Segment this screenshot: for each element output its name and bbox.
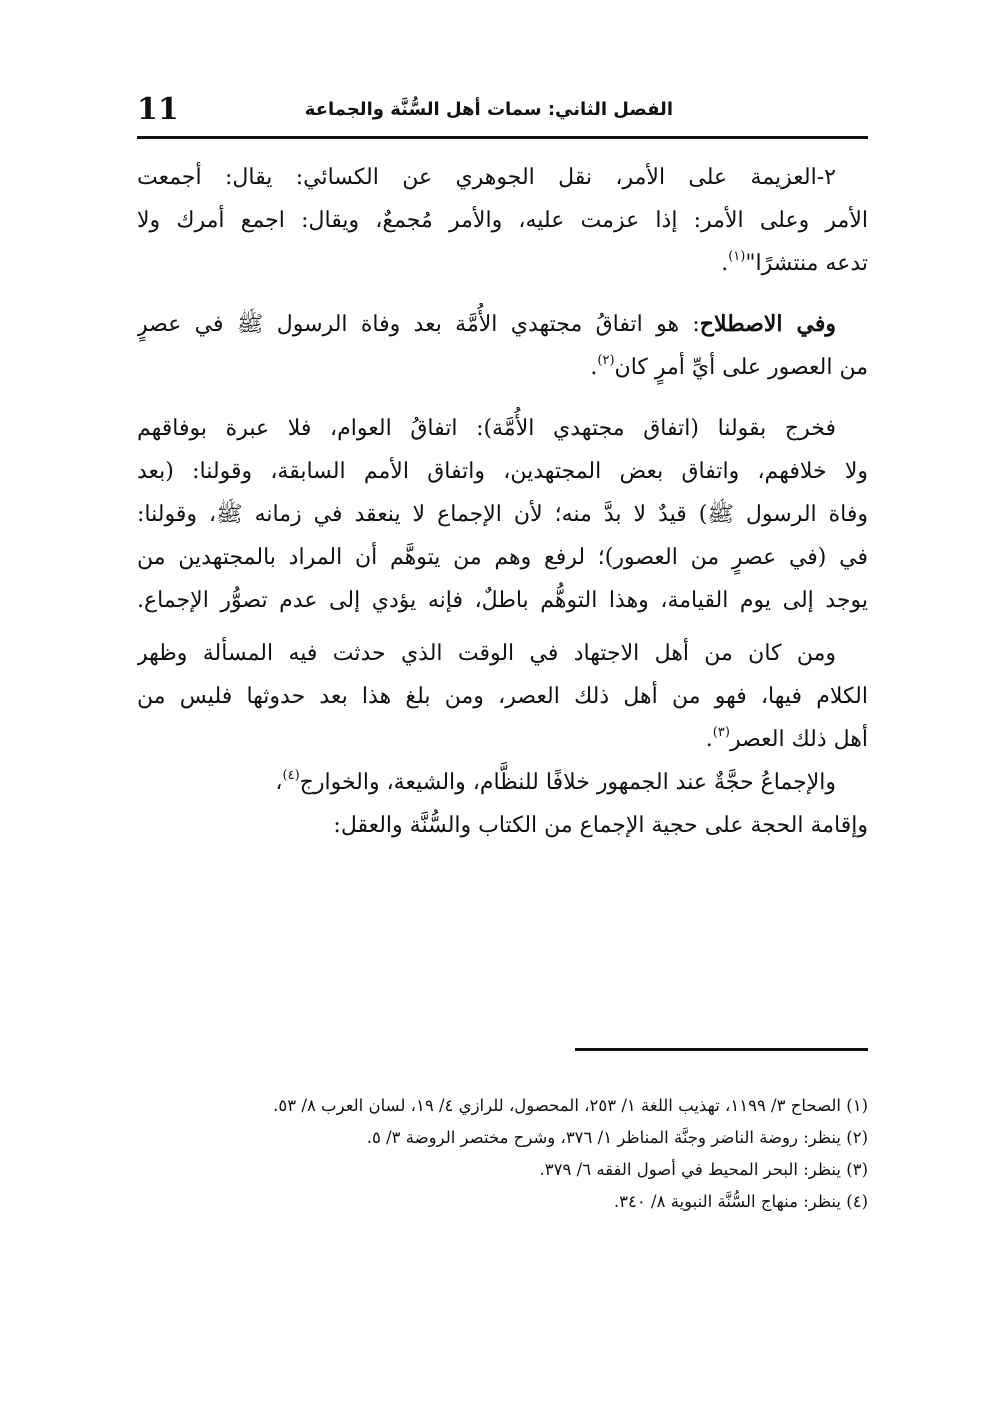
- text-line: الكلام فيها، فهو من أهل ذلك العصر، ومن بلغ هذا بعد حدوثها فليس من: [137, 684, 868, 709]
- footnote-ref: (٤): [282, 768, 300, 783]
- text-span: والإجماعُ حجَّةٌ عند الجمهور خلافًا للنظَّام، والشيعة، والخوارج: [299, 770, 836, 795]
- text-line: ولا خلافهم، واتفاق بعض المجتهدين، واتفاق الأمم السابقة، وقولنا: (بعد: [137, 459, 868, 484]
- text-line: الأمر وعلى الأمر: إذا عزمت عليه، والأمر مُجمعٌ، ويقال: اجمع أمرك ولا: [137, 208, 868, 233]
- footnote-ref: (١): [728, 249, 746, 264]
- text-line: يوجد إلى يوم القيامة، وهذا التوهُّم باطلٌ، فإنه يؤدي إلى عدم تصوُّر الإجماع.: [137, 588, 868, 613]
- main-text: [137, 156, 868, 847]
- footnotes: [137, 1090, 868, 1218]
- text-line: [137, 761, 868, 804]
- page-header: [137, 92, 868, 139]
- footnote-separator: [575, 1048, 868, 1051]
- text-line: فخرج بقولنا (اتفاق مجتهدي الأُمَّة): اتفاقُ العوام، فلا عبرة بوفاقهم: [137, 416, 836, 441]
- footnote: (٢) ينظر: روضة الناضر وجنَّة المناظر ١/ ٣٧٦، وشرح مختصر الروضة ٣/ ٥.: [366, 1128, 868, 1147]
- text-line: [137, 718, 868, 761]
- text-line: [137, 242, 868, 285]
- footnote-ref: (٢): [597, 353, 615, 368]
- text-line: وإقامة الحجة على حجية الإجماع من الكتاب والسُّنَّة والعقل:: [333, 813, 868, 838]
- text-line: ٢-العزيمة على الأمر، نقل الجوهري عن الكسائي: يقال: أجمعت: [137, 165, 836, 190]
- text-span: أهل ذلك العصر: [729, 727, 868, 752]
- text-span: ،: [275, 770, 283, 795]
- text-line: في (في عصرٍ من العصور)؛ لرفع وهم من يتوهَّم أن المراد بالمجتهدين من: [137, 545, 868, 570]
- footnote: (٣) ينظر: البحر المحيط في أصول الفقه ٦/ ٣٧٩.: [539, 1160, 868, 1179]
- term-heading: وفي الاصطلاح: [699, 311, 836, 337]
- footnote: (٤) ينظر: منهاج السُّنَّة النبوية ٨/ ٣٤٠.: [613, 1192, 868, 1211]
- text-line: [137, 346, 868, 389]
- text-span: .: [721, 251, 729, 276]
- text-line: ومن كان من أهل الاجتهاد في الوقت الذي حدثت فيه المسألة وظهر: [137, 641, 836, 666]
- running-title: الفصل الثاني: سمات أهل السُّنَّة والجماعة: [304, 99, 673, 120]
- text-span: من العصور على أيِّ أمرٍ كان: [614, 355, 868, 380]
- text-line: [137, 303, 868, 346]
- footnote: (١) الصحاح ٣/ ١١٩٩، تهذيب اللغة ١/ ٢٥٣، المحصول، للرازي ٤/ ١٩، لسان العرب ٨/ ٥٣.: [273, 1096, 868, 1115]
- text-line: وفاة الرسول ﷺ) قيدٌ لا بدَّ منه؛ لأن الإجماع لا ينعقد في زمانه ﷺ، وقولنا:: [137, 502, 868, 527]
- text-span: : هو اتفاقُ مجتهدي الأُمَّة بعد وفاة الرسول ﷺ في عصرٍ: [137, 312, 700, 337]
- text-span: .: [705, 727, 713, 752]
- text-span: .: [590, 355, 598, 380]
- text-span: تدعه منتشرًا": [745, 251, 868, 276]
- page-number: 11: [137, 92, 179, 127]
- footnote-ref: (٣): [712, 725, 730, 740]
